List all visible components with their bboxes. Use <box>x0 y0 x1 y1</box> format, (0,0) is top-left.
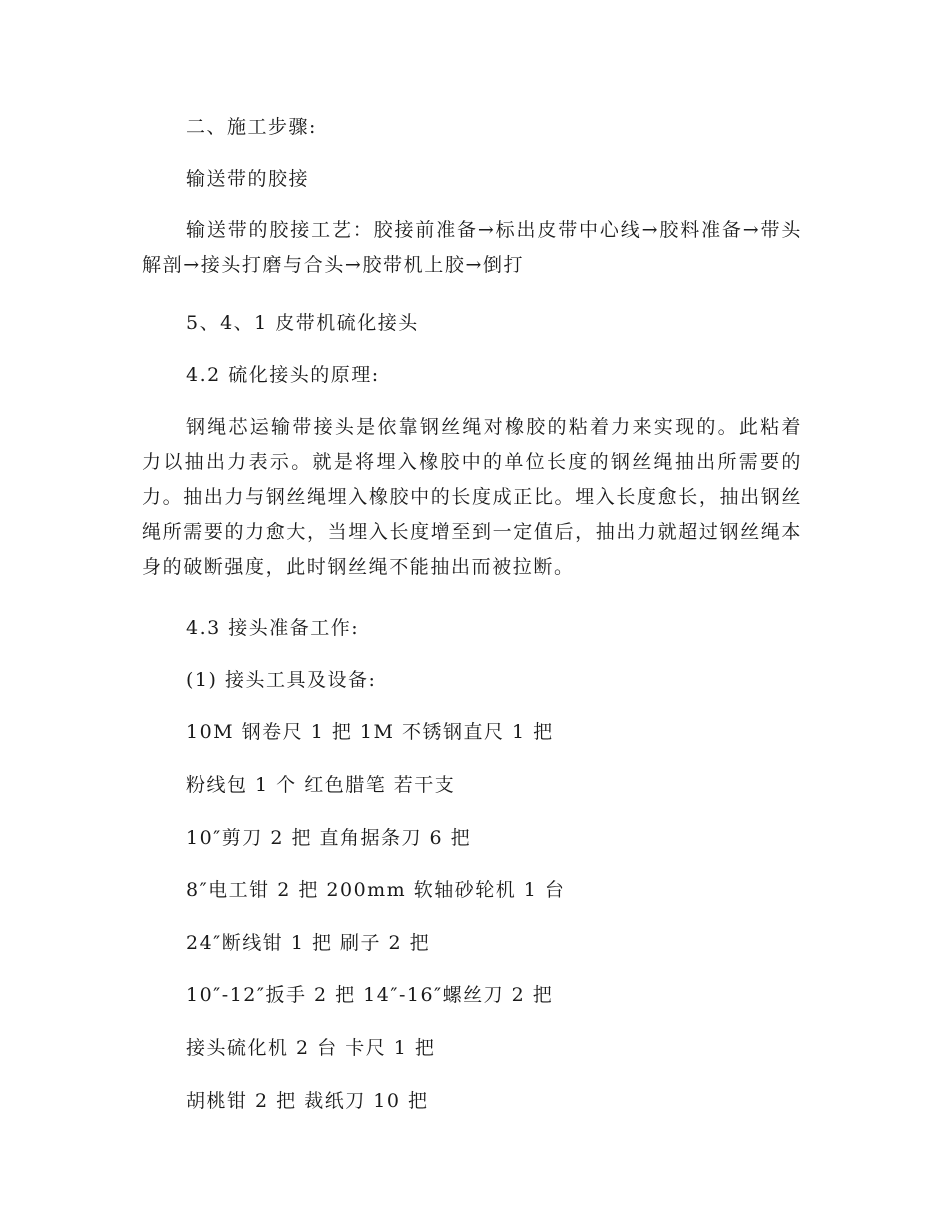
principle-heading: 4.2 硫化接头的原理: <box>186 364 380 386</box>
tools-heading: (1) 接头工具及设备: <box>186 669 377 691</box>
tool-list-item: 粉线包 1 个 红色腊笔 若干支 <box>186 774 456 796</box>
tool-list-item: 10″剪刀 2 把 直角据条刀 6 把 <box>186 827 472 849</box>
tool-list-item: 10″-12″扳手 2 把 14″-16″螺丝刀 2 把 <box>186 984 554 1006</box>
section-heading: 二、施工步骤: <box>186 116 317 138</box>
tool-list-item: 8″电工钳 2 把 200mm 软轴砂轮机 1 台 <box>186 879 566 901</box>
tool-list-item: 10M 钢卷尺 1 把 1M 不锈钢直尺 1 把 <box>186 721 554 743</box>
preparation-heading: 4.3 接头准备工作: <box>186 617 360 639</box>
section-number-heading: 5、4、1 皮带机硫化接头 <box>186 312 419 334</box>
subheading: 输送带的胶接 <box>186 168 310 190</box>
process-paragraph: 输送带的胶接工艺：胶接前准备→标出皮带中心线→胶料准备→带头解剖→接头打磨与合头→胶带机上胶→倒打 <box>142 219 802 276</box>
tool-list-item: 接头硫化机 2 台 卡尺 1 把 <box>186 1037 436 1059</box>
tool-list-item: 24″断线钳 1 把 刷子 2 把 <box>186 932 431 954</box>
principle-paragraph: 钢绳芯运输带接头是依靠钢丝绳对橡胶的粘着力来实现的。此粘着力以抽出力表示。就是将埋入橡胶中的单位长度的钢丝绳抽出所需要的力。抽出力与钢丝绳埋入橡胶中的长度成正比。埋入长度愈长，抽出钢丝绳所需要的力愈大，当埋入长度增至到一定值后，抽出力就超过钢丝绳本身的破断强度，此时钢丝绳不能抽出而被拉断。 <box>142 416 802 578</box>
tool-list-item: 胡桃钳 2 把 裁纸刀 10 把 <box>186 1090 429 1112</box>
